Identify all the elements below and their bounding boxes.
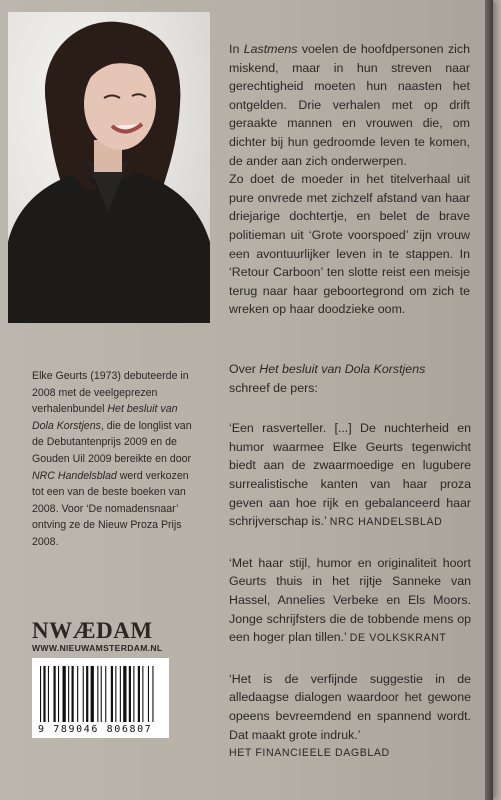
barcode-bar [120,666,121,722]
press-quote: ‘Het is de verfijnde suggestie in de alledaagse dialogen waardoor het gewone opeens bevreemdend en spannend wordt. Dat maakt grote indruk.’ HET FINANCIEELE DAGBLAD [229,670,471,763]
press-quote: ‘Met haar stijl, humor en originaliteit hoort Geurts thuis in het rijtje Sanneke van Hassel, Annelies Verbeke en Els Moors. Jonge schrijfsters die de tobbende mens op een hoger plan tillen.’ DE VOLKSKRANT [229,555,471,645]
cover-edge [485,0,493,800]
barcode-bar [40,666,41,722]
barcode-bar [133,666,134,722]
barcode-bar [152,666,153,722]
quote-source: DE VOLKSKRANT [349,632,447,645]
barcode-bar [138,666,140,722]
barcode-bar [101,666,102,722]
blurb-paragraph-1: In Lastmens voelen de hoofdpersonen zich miskend, maar in hun streven naar gerechtigheid moeten hun naasten het ontgelden. Drie verhalen met op drift geraakte mannen en vrouwen die, om dichter bij hun gedroomde leven te komen, de ander aan zich onderwerpen. [229,42,470,168]
quote-source: HET FINANCIEELE DAGBLAD [229,747,390,760]
barcode-bar [115,666,116,722]
press-quote: ‘Een rasverteller. [...] De nuchterheid en humor waarmee Elke Geurts tegenwicht biedt aan de zwaarmoedige en lugubere surrealistische kanten van haar proza geven aan hoe rijk en gebalanceerd haar schrijverschap is.’ NRC HANDELSBLAD [229,421,471,529]
barcode-bar [54,666,56,722]
barcode-bar [97,666,98,722]
barcode-bar [58,666,59,722]
press-section [229,360,471,785]
barcode-bar [43,666,45,722]
barcode-bar [111,666,113,722]
press-intro: Over Het besluit van Dola Korstjens schreef de pers: [229,362,426,395]
barcode-bar [123,666,126,722]
blurb [229,40,470,319]
blurb-paragraph-2: Zo doet de moeder in het titelverhaal uit pure onvrede met zichzelf afstand van haar driejarige dochtertje, en belet de brave politieman uit ‘Grote voorspoed’ zijn vrouw een avontuurlijker leven in te stappen. In ‘Retour Carboon’ ten slotte reist een meisje terug naar haar geboortegrond om zich te wreken op haar doodzieke oom. [229,172,470,317]
barcode-bar [63,666,66,722]
barcode-bar [148,666,149,722]
barcode-bar [105,666,106,722]
publisher-url: WWW.NIEUWAMSTERDAM.NL [32,643,163,653]
barcode-bar [83,666,84,722]
publisher-logo: NWÆDAM [32,618,153,643]
barcode-bar [86,666,88,722]
barcode-bar [91,666,94,722]
quote-source: NRC HANDELSBLAD [329,516,443,529]
barcode-bar [48,666,49,722]
barcode-bar [68,666,69,722]
isbn-number: 9 789046 806807 [38,724,153,735]
author-bio: Elke Geurts (1973) debuteerde in 2008 met de veelgeprezen verhalenbundel Het besluit van Dola Korstjens, die de longlist van de Debutantenprijs 2009 en de Gouden Uil 2009 bereikte en door NRC Handelsblad werd verkozen tot een van de beste boeken van 2008. Voor ‘De nomadensnaar’ ontving ze de Nieuw Proza Prijs 2008. [32,370,192,548]
barcode-bar [129,666,131,722]
barcode-bar [142,666,143,722]
barcode-bar [77,666,78,722]
barcode-bar [72,666,74,722]
author-photo [8,12,210,323]
